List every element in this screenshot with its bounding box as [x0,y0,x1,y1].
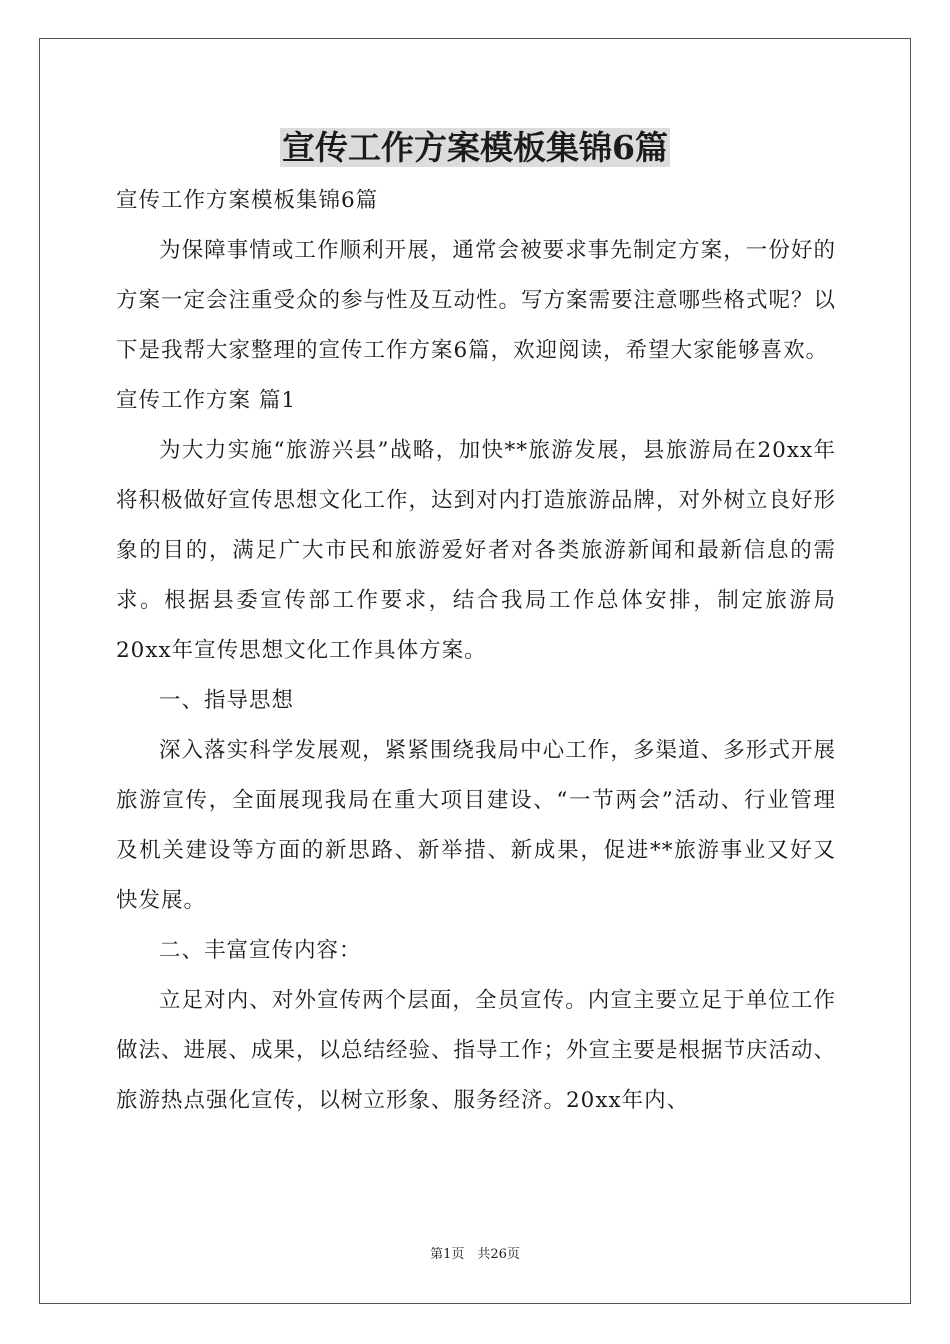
page-footer [0,1245,950,1265]
paragraph-body: 为大力实施“旅游兴县”战略，加快**旅游发展，县旅游局在20xx年将积极做好宣传思想文化工作，达到对内打造旅游品牌，对外树立良好形象的目的，满足广大市民和旅游爱好者对各类旅游新闻和最新信息的需求。根据县委宣传部工作要求，结合我局工作总体安排，制定旅游局20xx年宣传思想文化工作具体方案。 [116,438,837,663]
subsection-heading: 二、丰富宣传内容： [159,938,362,963]
document-title [0,124,950,172]
paragraph-body: 立足对内、对外宣传两个层面，全员宣传。内宣主要立足于单位工作做法、进展、成果，以总结经验、指导工作；外宣主要是根据节庆活动、旅游热点强化宣传，以树立形象、服务经济。20xx年内、 [116,988,837,1113]
paragraph-intro: 为保障事情或工作顺利开展，通常会被要求事先制定方案，一份好的方案一定会注重受众的参与性及互动性。写方案需要注意哪些格式呢？以下是我帮大家整理的宣传工作方案6篇，欢迎阅读，希望大家能够喜欢。 [116,238,837,363]
section-heading-1: 宣传工作方案 篇1 [116,388,297,413]
page-number-label: 第1页 共26页 [430,1247,520,1262]
document-title-text: 宣传工作方案模板集锦6篇 [282,128,668,167]
subsection-heading: 一、指导思想 [159,688,295,713]
document-body [116,176,836,1126]
paragraph-body: 深入落实科学发展观，紧紧围绕我局中心工作，多渠道、多形式开展旅游宣传，全面展现我局在重大项目建设、“一节两会”活动、行业管理及机关建设等方面的新思路、新举措、新成果，促进**旅游事业又好又快发展。 [116,738,836,913]
paragraph-subtitle: 宣传工作方案模板集锦6篇 [116,188,379,213]
